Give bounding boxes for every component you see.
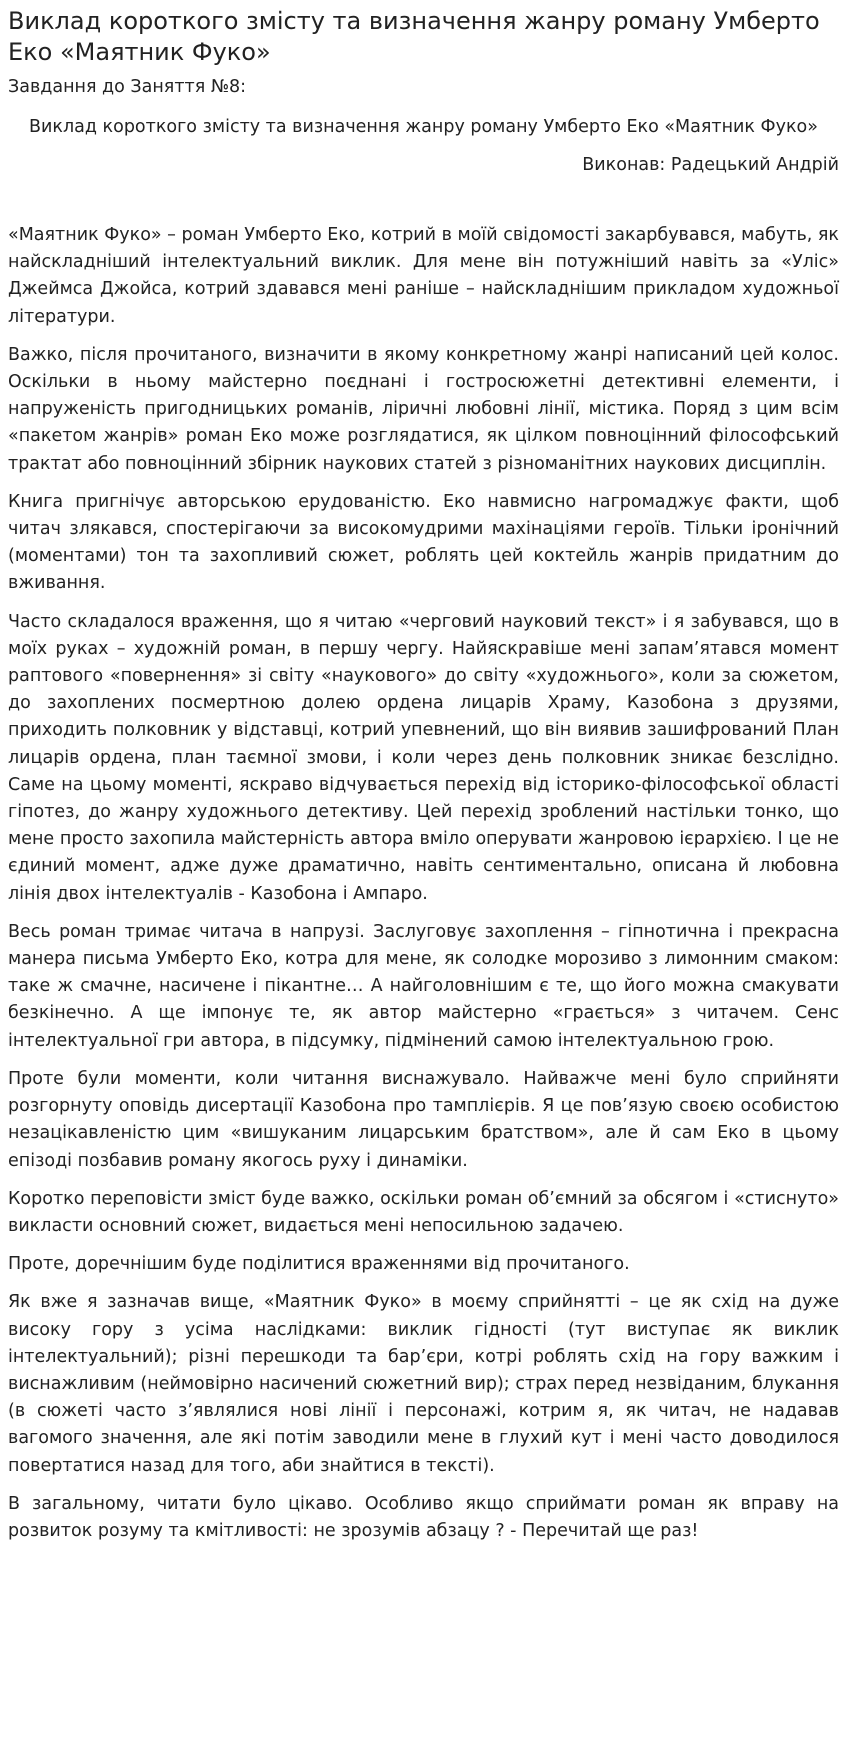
task-heading: Завдання до Заняття №8: [8,77,247,97]
paragraph-10: В загальному, читати було цікаво. Особливо якщо сприймати роман як вправу на розвиток розуму та кмітливості: не зрозумів абзацу ? - Перечитай ще раз! [8,1493,839,1541]
paragraph-4: Часто складалося враження, що я читаю «черговий науковий текст» і я забувався, що в моїх руках – художній роман, в першу чергу. Найяскравіше мені запам’ятався момент раптового «повернення» зі світу «наукового» до світу «художнього», коли за сюжетом, до захоплених посмертною долею ордена лицарів Храму, Казобона з друзями, приходить полковник у відставці, котрий упевнений, що він виявив зашифрований План лицарів ордена, план таємної змови, і коли через день полковник зникає безслідно. Саме на цьому моменті, яскраво відчувається перехід від історико-філософської області гіпотез, до жанру художнього детективу. Цей перехід зроблений настільки тонко, що мене просто захопила майстерність автора вміло оперувати жанровою ієрархією. І це не єдиний момент, адже дуже драматично, навіть сентиментально, описана й любовна лінія двох інтелектуалів - Казобона і Ампаро. [8,611,839,904]
paragraph-5: Весь роман тримає читача в напрузі. Заслуговує захоплення – гіпнотична і прекрасна манера письма Умберто Еко, котра для мене, як солодке морозиво з лимонним смаком: таке ж смачне, насичене і пікантне… А найголовнішим є те, що його можна смакувати безкінечно. А ще імпонує те, як автор майстерно «грається» з читачем. Сенс інтелектуальної гри автора, в підсумку, підмінений самою інтелектуальною грою. [8,921,839,1051]
paragraph-2: Важко, після прочитаного, визначити в якому конкретному жанрі написаний цей колос. Оскільки в ньому майстерно поєднані і гостросюжетні детективні елементи, і напруженість пригодницьких романів, ліричні любовні лінії, містика. Поряд з цим всім «пакетом жанрів» роман Еко може розглядатися, як цілком повноцінний філософський трактат або повноцінний збірник наукових статей з різноманітних наукових дисциплін. [8,344,839,474]
author-line: Виконав: Радецький Андрій [582,155,839,175]
page-title: Виклад короткого змісту та визначення жанру роману Умберто Еко «Маятник Фуко» [8,7,820,66]
document-page [8,0,839,1556]
paragraph-3: Книга пригнічує авторською ерудованістю. Еко навмисно нагромаджує факти, щоб читач злякався, спостерігаючи за високомудрими махінаціями героїв. Тільки іронічний (моментами) тон та захопливий сюжет, роблять цей коктейль жанрів придатним до вживання. [8,491,839,594]
essay-body [8,222,839,1545]
paragraph-6: Проте були моменти, коли читання виснажувало. Найважче мені було сприйняти розгорнуту оповідь дисертації Казобона про тамплієрів. Я це пов’язую своєю особистою незацікавленістю цим «вишуканим лицарським братством», але й сам Еко в цьому епізоді позбавив роману якогось руху і динаміки. [8,1068,839,1171]
paragraph-1: «Маятник Фуко» – роман Умберто Еко, котрий в моїй свідомості закарбувався, мабуть, як найскладніший інтелектуальний виклик. Для мене він потужніший навіть за «Уліс» Джеймса Джойса, котрий здавався мені раніше – найскладнішим прикладом художньої літератури. [8,225,839,327]
paragraph-9: Як вже я зазначав вище, «Маятник Фуко» в моєму сприйнятті – це як схід на дуже високу гору з усіма наслідками: виклик гідності (тут виступає як виклик інтелектуальний); різні перешкоди та бар’єри, котрі роблять схід на гору важким і виснажливим (неймовірно насичений сюжетний вир); страх перед незвіданим, блукання (в сюжеті часто з’являлися нові лінії і персонажі, котрим я, як читач, не надавав вагомого значення, але які потім заводили мене в глухий кут і мені часто доводилося повертатися назад для того, аби знайтися в тексті). [8,1292,839,1476]
paragraph-8: Проте, доречнішим буде поділитися враженнями від прочитаного. [8,1254,630,1275]
assignment-title: Виклад короткого змісту та визначення жанру роману Умберто Еко «Маятник Фуко» [29,117,818,137]
paragraph-7: Коротко переповісти зміст буде важко, оскільки роман об’ємний за обсягом і «стиснуто» викласти основний сюжет, видається мені непосильною задачею. [8,1188,839,1236]
